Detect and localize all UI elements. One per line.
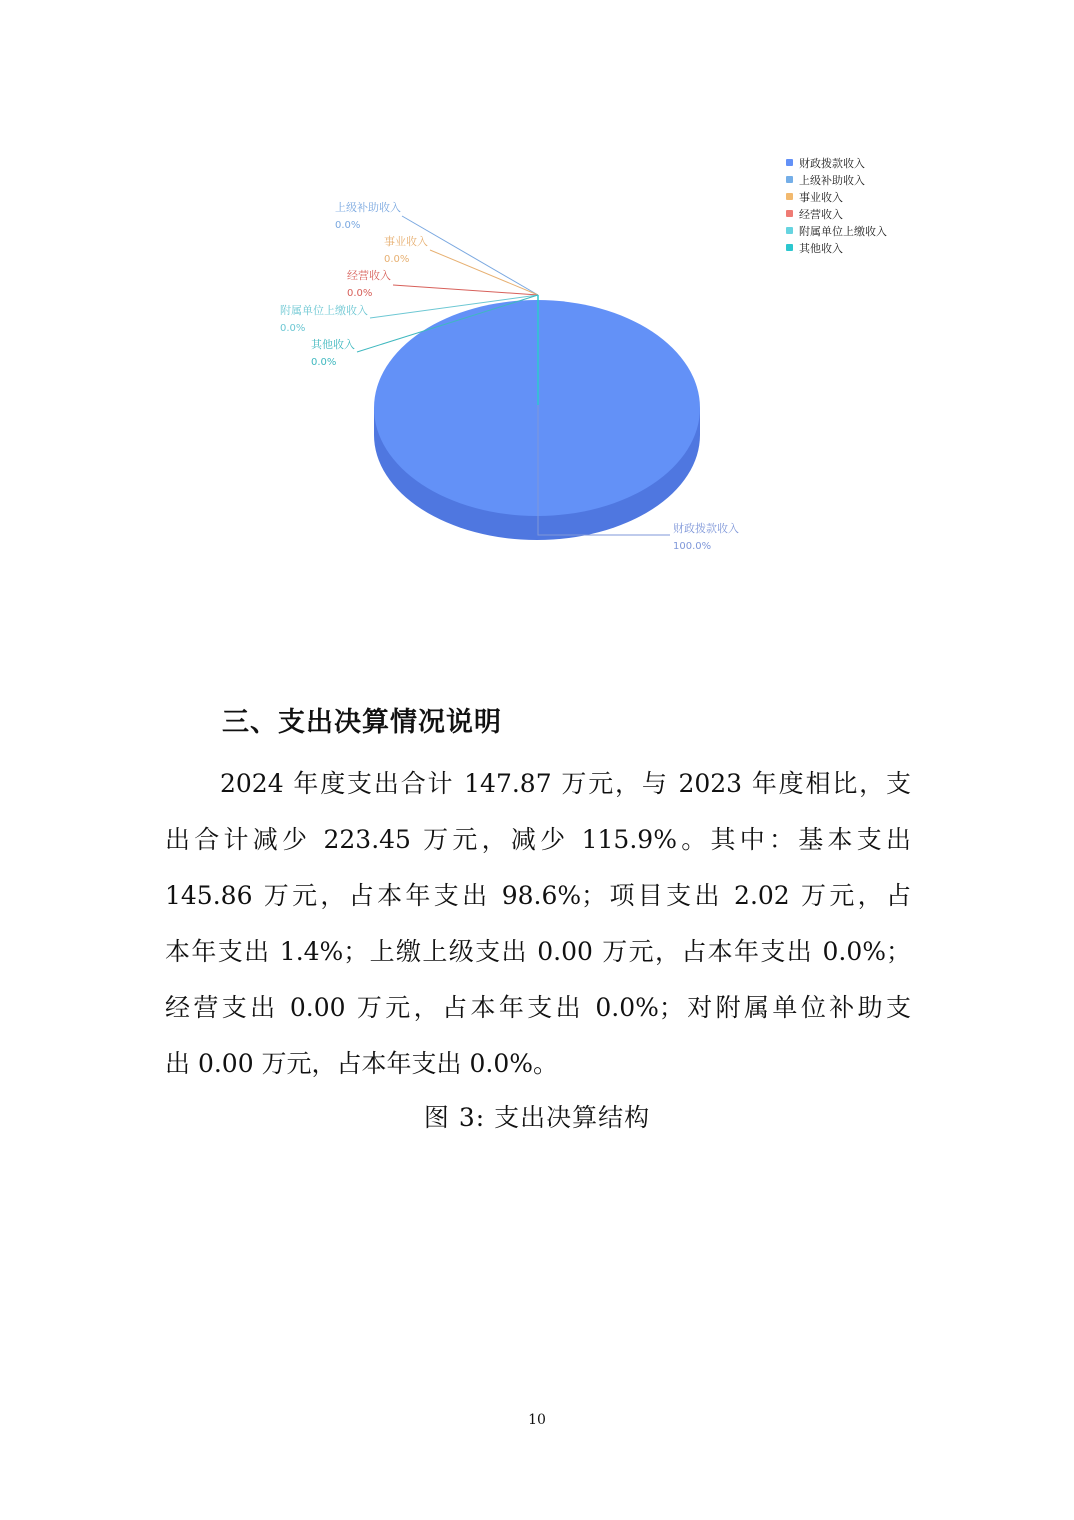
slice-label: 其他收入 <box>311 338 355 351</box>
page-number: 10 <box>528 1412 546 1428</box>
legend-swatch <box>786 244 793 251</box>
pie-slice-财政拨款收入 <box>374 300 700 516</box>
legend-item[interactable] <box>786 239 887 256</box>
legend-swatch <box>786 193 793 200</box>
paragraph-line: 本年支出 1.4%；上缴上级支出 0.00 万元，占本年支出 0.0%； <box>165 937 911 966</box>
figure-caption: 图 3: 支出决算结构 <box>423 1103 651 1132</box>
legend-swatch <box>786 176 793 183</box>
legend-item[interactable] <box>786 154 887 171</box>
legend-label: 财政拨款收入 <box>799 156 865 170</box>
legend-item[interactable] <box>786 171 887 188</box>
paragraph-line: 出 0.00 万元，占本年支出 0.0%。 <box>165 1049 559 1078</box>
slice-label: 事业收入 <box>384 235 428 248</box>
legend-item[interactable] <box>786 222 887 239</box>
legend-label: 事业收入 <box>799 190 843 204</box>
slice-label: 附属单位上缴收入 <box>280 304 368 317</box>
legend-label: 上级补助收入 <box>799 173 865 187</box>
legend-label: 经营收入 <box>799 207 843 221</box>
leader-line <box>393 285 538 295</box>
slice-percent: 0.0% <box>384 254 410 265</box>
legend-label: 附属单位上缴收入 <box>799 224 887 238</box>
leader-line <box>402 216 538 295</box>
legend-swatch <box>786 159 793 166</box>
slice-percent: 100.0% <box>673 541 712 552</box>
paragraph-line: 145.86 万元，占本年支出 98.6%；项目支出 2.02 万元，占 <box>165 881 911 910</box>
slice-percent: 0.0% <box>347 288 373 299</box>
slice-label: 上级补助收入 <box>335 201 401 214</box>
income-pie-chart <box>0 0 1074 600</box>
paragraph-line: 2024 年度支出合计 147.87 万元，与 2023 年度相比，支 <box>220 769 911 798</box>
legend-swatch <box>786 210 793 217</box>
legend-label: 其他收入 <box>799 241 843 255</box>
chart-legend <box>786 154 887 256</box>
legend-item[interactable] <box>786 205 887 222</box>
slice-label: 经营收入 <box>347 269 391 282</box>
paragraph-line: 出合计减少 223.45 万元，减少 115.9%。其中：基本支出 <box>165 825 911 854</box>
section-heading: 三、支出决算情况说明 <box>222 707 502 738</box>
slice-percent: 0.0% <box>335 220 361 231</box>
slice-label: 财政拨款收入 <box>673 522 739 535</box>
legend-item[interactable] <box>786 188 887 205</box>
paragraph-line: 经营支出 0.00 万元，占本年支出 0.0%；对附属单位补助支 <box>165 993 911 1022</box>
slice-percent: 0.0% <box>280 323 306 334</box>
slice-percent: 0.0% <box>311 357 337 368</box>
legend-swatch <box>786 227 793 234</box>
